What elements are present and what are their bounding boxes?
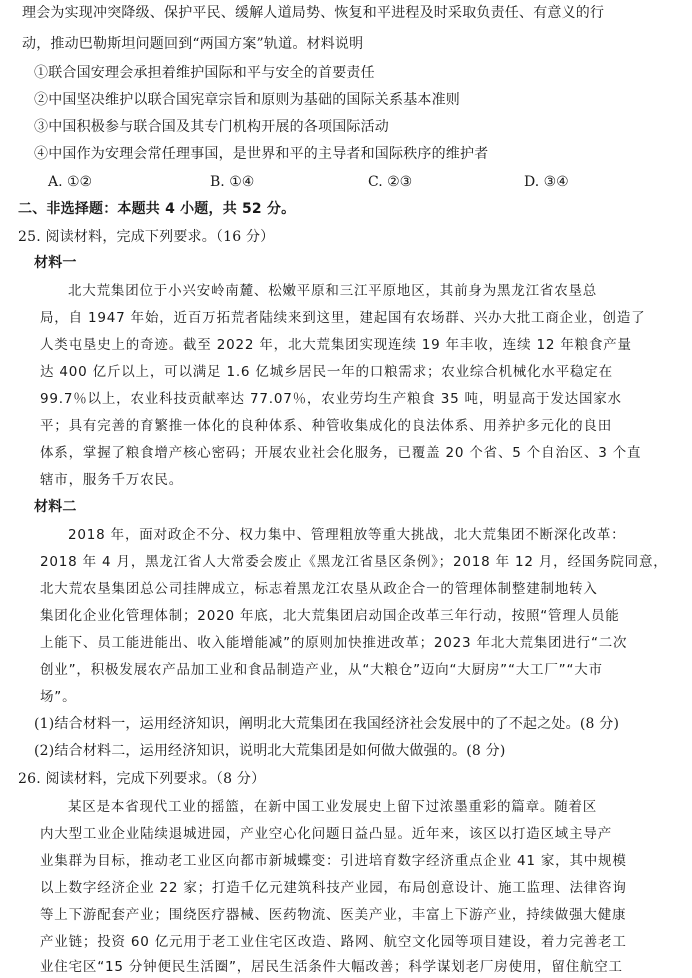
- q26-line-2: 内大型工业企业陆续退城进园，产业空心化问题日益凸显。近年来，该区以打造区域主导产: [40, 826, 612, 842]
- option-d: D. ③④: [524, 174, 569, 190]
- q25-m1-line-6: 平；具有完善的育繁推一体化的良种体系、种管收集成化的良法体系、用养护多元化的良田: [40, 418, 612, 434]
- q25-m2-line-1: 2018 年，面对政企不分、权力集中、管理粗放等重大挑战，北大荒集团不断深化改革：: [68, 527, 626, 543]
- option-a: A. ①②: [48, 174, 93, 190]
- q26-line-3: 业集群为目标，推动老工业区向都市新城蝶变：引进培育数字经济重点企业 41 家，其中规模: [40, 853, 627, 869]
- q25-m1-line-3: 人类屯垦史上的奇迹。截至 2022 年，北大荒集团实现连续 19 年丰收，连续 12 年粮食产量: [40, 337, 632, 353]
- option-b: B. ①④: [210, 174, 255, 190]
- q25-m1-line-8: 辖市，服务千万农民。: [40, 472, 183, 488]
- q24-text-line-2: 动，推动巴勒斯坦问题回到“两国方案”轨道。材料说明: [22, 36, 364, 52]
- q25-m2-line-3: 北大荒农垦集团总公司挂牌成立，标志着黑龙江农垦从政企合一的管理体制整建制地转入: [40, 581, 598, 597]
- q25-m2-line-5: 上能下、员工能进能出、收入能增能减”的原则加快推进改革；2023 年北大荒集团进行“二次: [40, 635, 628, 651]
- q26-line-1: 某区是本省现代工业的摇篮，在新中国工业发展史上留下过浓墨重彩的篇章。随着区: [68, 799, 598, 815]
- q24-statement-4: ④中国作为安理会常任理事国，是世界和平的主导者和国际秩序的维护者: [34, 146, 489, 162]
- q25-material-1-title: 材料一: [34, 255, 77, 271]
- q24-text-line-1: 理会为实现冲突降级、保护平民、缓解人道局势、恢复和平进程及时采取负责任、有意义的行: [22, 5, 605, 21]
- option-c: C. ②③: [368, 174, 413, 190]
- q24-statement-2: ②中国坚决维护以联合国宪章宗旨和原则为基础的国际关系基本准则: [34, 92, 460, 108]
- q25-m1-line-5: 99.7％以上，农业科技贡献率达 77.07％，农业劳均生产粮食 35 吨，明显高于发达国家水: [40, 391, 622, 407]
- q25-m2-line-7: 场”。: [40, 689, 77, 705]
- q25-m1-line-2: 局，自 1947 年始，近百万拓荒者陆续来到这里，建起国有农场群、兴办大批工商企业，创造了: [40, 310, 646, 326]
- q25-subquestion-2: (2)结合材料二，运用经济知识，说明北大荒集团是如何做大做强的。(8 分): [34, 743, 506, 759]
- q25-m1-line-7: 体系，掌握了粮食增产核心密码；开展农业社会化服务，已覆盖 20 个省、5 个自治区、3 个直: [40, 445, 642, 461]
- q25-subquestion-1: (1)结合材料一，运用经济知识，阐明北大荒集团在我国经济社会发展中的了不起之处。(8 分): [34, 716, 620, 732]
- q26-line-7: 业住宅区“15 分钟便民生活圈”，居民生活条件大幅改善；科学谋划老厂房使用，留住航空工: [40, 959, 623, 975]
- q25-m2-line-4: 集团化企业化管理体制；2020 年底，北大荒集团启动国企改革三年行动，按照“管理人员能: [40, 608, 620, 624]
- q26-line-6: 产业链；投资 60 亿元用于老工业住宅区改造、路网、航空文化园等项目建设，着力完善老工: [40, 934, 627, 950]
- q24-statement-1: ①联合国安理会承担着维护国际和平与安全的首要责任: [34, 65, 375, 81]
- q25-material-2-title: 材料二: [34, 499, 77, 515]
- q25-m1-line-4: 达 400 亿斤以上，可以满足 1.6 亿城乡居民一年的口粮需求；农业综合机械化水平稳定在: [40, 364, 613, 380]
- q26-line-5: 等上下游配套产业；围绕医疗器械、医药物流、医美产业，丰富上下游产业，持续做强大健康: [40, 907, 627, 923]
- section-2-title: 二、非选择题：本题共 4 小题，共 52 分。: [18, 201, 296, 217]
- q26-line-4: 以上数字经济企业 22 家；打造千亿元建筑科技产业园，布局创意设计、施工监理、法律咨询: [40, 880, 627, 896]
- q25-m2-line-2: 2018 年 4 月，黑龙江省人大常委会废止《黑龙江省垦区条例》；2018 年 12 月，经国务院同意，: [40, 554, 668, 570]
- q25-m2-line-6: 创业”，积极发展农产品加工业和食品制造产业，从“大粮仓”迈向“大厨房”“大工厂”“大市: [40, 662, 603, 678]
- q25-m1-line-1: 北大荒集团位于小兴安岭南麓、松嫩平原和三江平原地区，其前身为黑龙江省农垦总: [68, 283, 598, 299]
- q24-statement-3: ③中国积极参与联合国及其专门机构开展的各项国际活动: [34, 119, 389, 135]
- q25-prompt: 25. 阅读材料，完成下列要求。（16 分）: [18, 229, 275, 245]
- q26-prompt: 26. 阅读材料，完成下列要求。（8 分）: [18, 771, 266, 787]
